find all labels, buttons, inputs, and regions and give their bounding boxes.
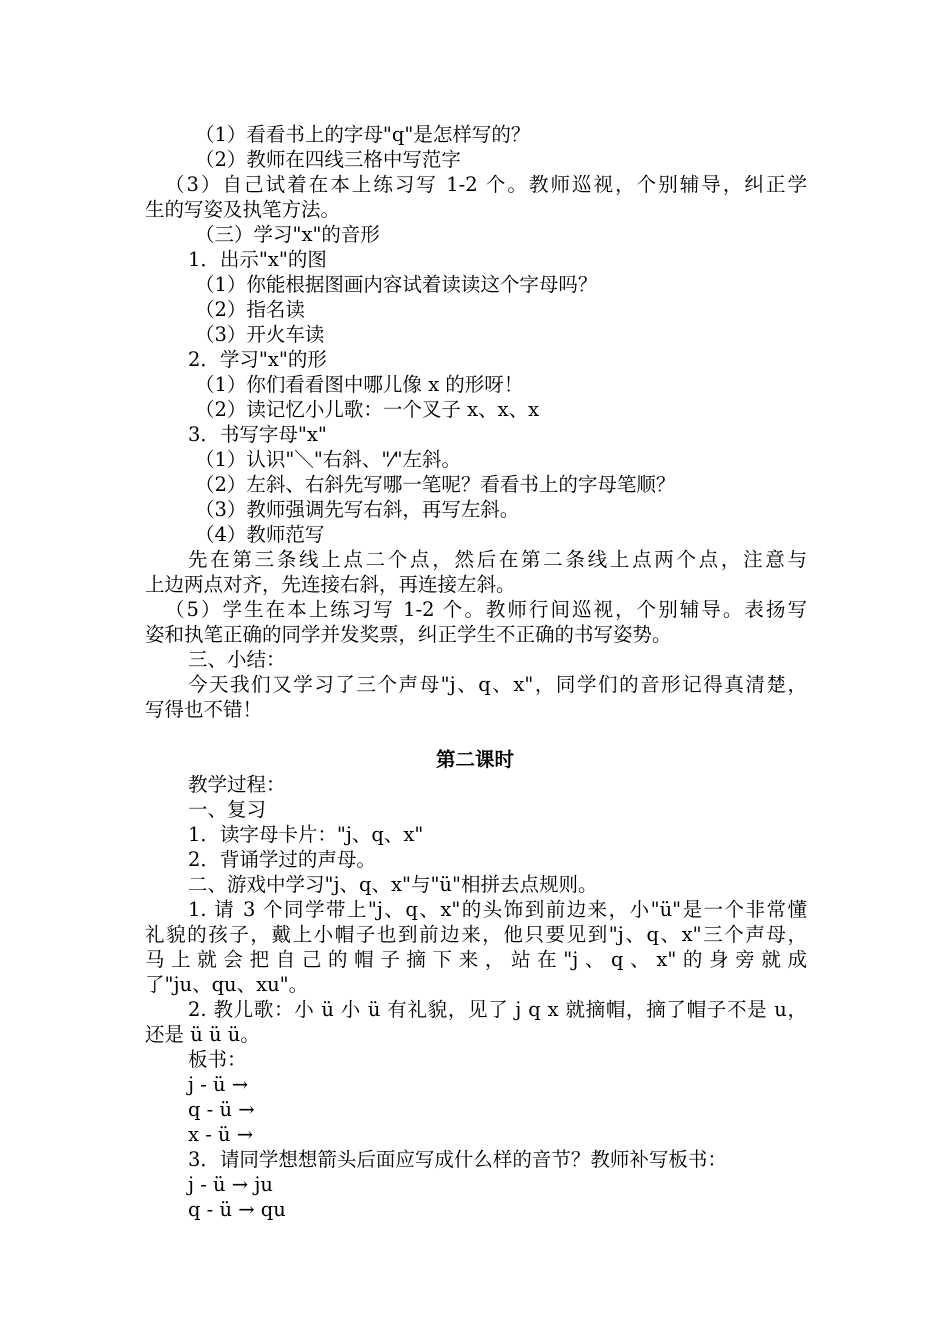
- text-line: 马上就会把自己的帽子摘下来，站在"j、q、x"的身旁就成: [145, 948, 807, 971]
- text-line: 2. 教儿歌：小 ü 小 ü 有礼貌，见了 j q x 就摘帽，摘了帽子不是 u，: [188, 998, 807, 1021]
- text-line: 礼貌的孩子，戴上小帽子也到前边来，他只要见到"j、q、x"三个声母，: [145, 923, 807, 946]
- text-line: （5）学生在本上练习写 1-2 个。教师行间巡视，个别辅导。表扬写: [165, 598, 807, 621]
- text-line: j - ü →: [188, 1073, 249, 1096]
- text-line: （2）读记忆小儿歌：一个叉子 x、x、x: [195, 398, 540, 421]
- text-line: （1）你能根据图画内容试着读读这个字母吗？: [195, 273, 598, 296]
- text-line: 2．背诵学过的声母。: [188, 848, 376, 871]
- section-title: 第二课时: [435, 748, 514, 771]
- text-line: （2）教师在四线三格中写范字: [195, 148, 461, 171]
- text-line: j - ü → ju: [188, 1173, 273, 1196]
- text-line: （1）你们看看图中哪儿像 x 的形呀！: [195, 373, 524, 396]
- text-line: 上边两点对齐，先连接右斜，再连接左斜。: [145, 573, 516, 596]
- text-line: 2．学习"x"的形: [188, 348, 327, 371]
- text-line: 今天我们又学习了三个声母"j、q、x"，同学们的音形记得真清楚，: [188, 673, 807, 696]
- text-line: 板书：: [188, 1048, 247, 1071]
- text-line: （2）左斜、右斜先写哪一笔呢？看看书上的字母笔顺？: [195, 473, 676, 496]
- text-line: （1）认识"＼"右斜、"⁄"左斜。: [195, 448, 462, 471]
- text-line: 1. 请 3 个同学带上"j、q、x"的头饰到前边来，小"ü"是一个非常懂: [188, 898, 807, 921]
- text-line: 1．出示"x"的图: [188, 248, 327, 271]
- text-line: q - ü → qu: [188, 1198, 286, 1221]
- text-line: 姿和执笔正确的同学并发奖票，纠正学生不正确的书写姿势。: [145, 623, 672, 646]
- text-line: q - ü →: [188, 1098, 255, 1121]
- text-line: 写得也不错！: [145, 698, 263, 721]
- text-line: 一、复习: [188, 798, 267, 821]
- text-line: x - ü →: [188, 1123, 254, 1146]
- text-line: 1．读字母卡片："j、q、x": [188, 823, 424, 846]
- text-line: 还是 ü ü ü。: [145, 1023, 260, 1046]
- text-line: （3）教师强调先写右斜，再写左斜。: [195, 498, 520, 521]
- text-line: 3．请同学想想箭头后面应写成什么样的音节？教师补写板书：: [188, 1148, 727, 1171]
- text-line: 教学过程：: [188, 773, 286, 796]
- text-line: 先在第三条线上点二个点，然后在第二条线上点两个点，注意与: [188, 548, 807, 571]
- text-line: （3）开火车读: [195, 323, 325, 346]
- text-line: 生的写姿及执笔方法。: [145, 198, 341, 221]
- text-line: （1）看看书上的字母"q"是怎样写的？: [195, 123, 531, 146]
- text-line: （4）教师范写: [195, 523, 325, 546]
- text-line: （三）学习"x"的音形: [195, 223, 380, 246]
- text-line: （2）指名读: [195, 298, 305, 321]
- text-line: （3）自己试着在本上练习写 1-2 个。教师巡视，个别辅导，纠正学: [165, 173, 807, 196]
- text-line: 了"ju、qu、xu"。: [145, 973, 309, 996]
- text-line: 二、游戏中学习"j、q、x"与"ü"相拼去点规则。: [188, 873, 598, 896]
- text-line: 三、小结：: [188, 648, 286, 671]
- text-line: 3．书写字母"x": [188, 423, 327, 446]
